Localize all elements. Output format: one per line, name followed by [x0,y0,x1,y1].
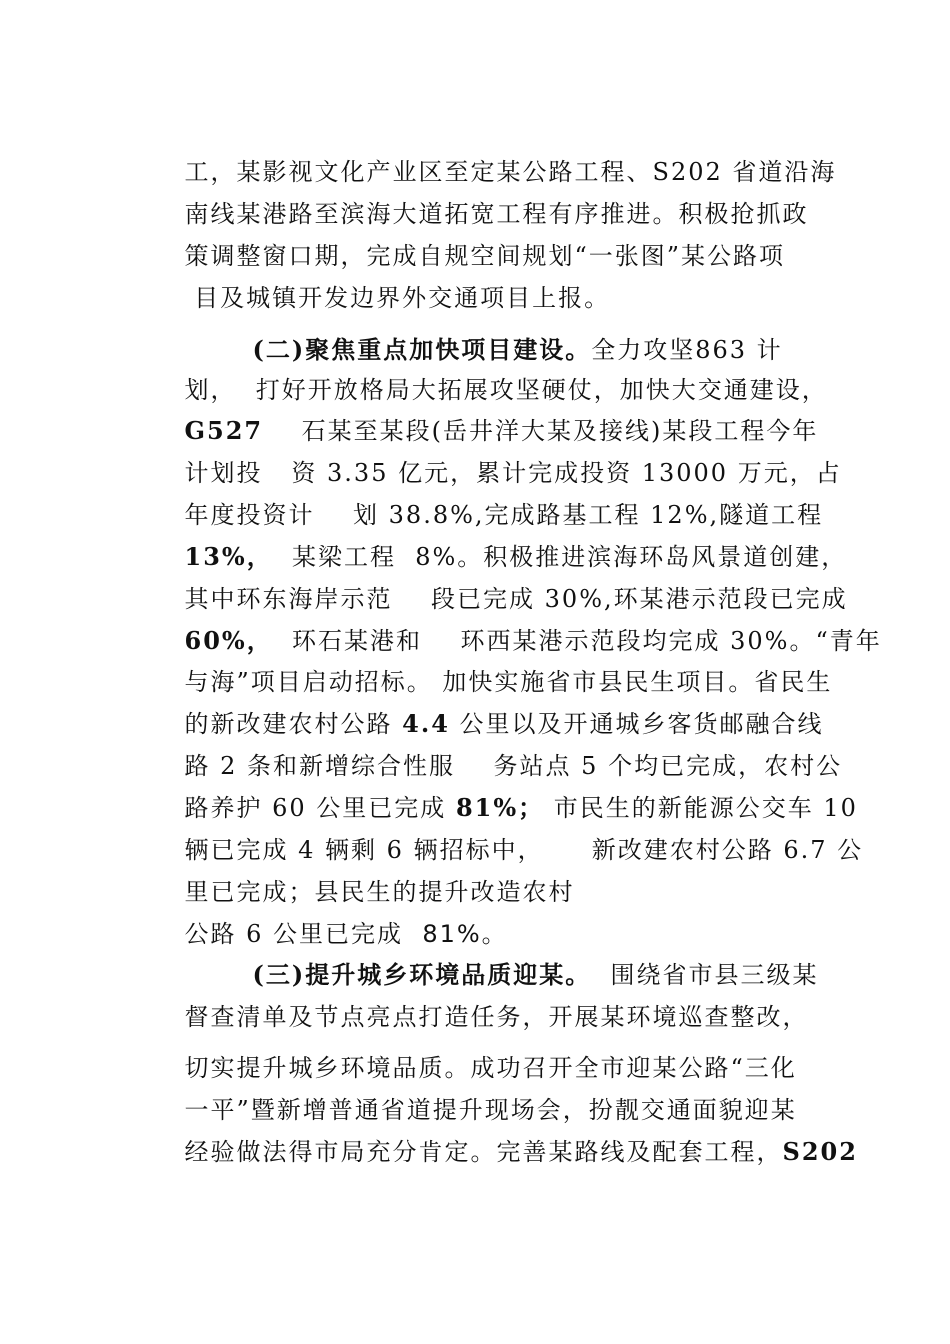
line-text: 划， 打好开放格局大拓展攻坚硬仗，加快大交通建设， [184,376,828,404]
line-text: 市民生的新能源公交车 10 [544,794,858,822]
line-text: 围绕省市县三级某 [591,961,819,989]
line-text: 里已完成；县民生的提升改造农村 [184,878,575,906]
line-text: 年度投资计 划 38.8%,完成路基工程 12%,隧道工程 [184,501,824,529]
line-text: 的新改建农村公路 [184,710,403,738]
bold-text: 81%； [455,793,545,822]
line-text: 石某至某段(岳井洋大某及接线)某段工程今年 [263,417,819,445]
bold-text: G527 [184,416,264,445]
line-text: 南线某港路至滨海大道拓宽工程有序推进。积极抢抓政 [184,200,809,228]
line-text: 一平”暨新增普通省道提升现场会，扮靓交通面貌迎某 [184,1096,797,1124]
line-text: 全力攻坚863 计 [591,336,783,364]
line-text: 路养护 60 公里已完成 [184,794,456,822]
line-text: 计划投 资 3.35 亿元，累计完成投资 13000 万元，占 [184,459,842,487]
percent-text: 81% [422,920,482,948]
line-text: 。 [481,920,508,948]
bold-text: 13%， [184,542,273,571]
line-text: 目及城镇开发边界外交通项目上报。 [184,284,611,312]
section-heading-3: (三)提升城乡环境品质迎某。 [252,960,592,989]
bold-text: 60%， [184,626,273,655]
section-heading-2: (二)聚焦重点加快项目建设。 [252,335,592,364]
line-text: 督查清单及节点亮点打造任务，开展某环境巡查整改， [184,1003,809,1031]
line-text: 公路 6 公里已完成 [184,920,423,948]
line-text: 与海”项目启动招标。 加快实施省市县民生项目。省民生 [184,668,833,696]
line-text: 工，某影视文化产业区至定某公路工程、S202 省道沿海 [184,158,837,186]
line-text: 环石某港和 环西某港示范段均完成 30%。“青年 [272,627,882,655]
line-text: 某梁工程 8%。积极推进滨海环岛风景道创建， [272,543,848,571]
bold-text: 4.4 [402,709,450,738]
line-text: 公里以及开通城乡客货邮融合线 [449,710,824,738]
line-text: 辆已完成 4 辆剩 6 辆招标中， 新改建农村公路 6.7 公 [184,836,864,864]
line-text: 路 2 条和新增综合性服 务站点 5 个均已完成，农村公 [184,752,843,780]
line-text: 切实提升城乡环境品质。成功召开全市迎某公路“三化 [184,1054,797,1082]
line-text: 策调整窗口期，完成自规空间规划“一张图”某公路项 [184,242,786,270]
body-line [146,1107,858,1197]
line-text: 经验做法得市局充分肯定。完善某路线及配套工程， [184,1138,783,1166]
bold-text: S202 [782,1137,858,1166]
line-text: 其中环东海岸示范 段已完成 30%,环某港示范段已完成 [184,585,848,613]
